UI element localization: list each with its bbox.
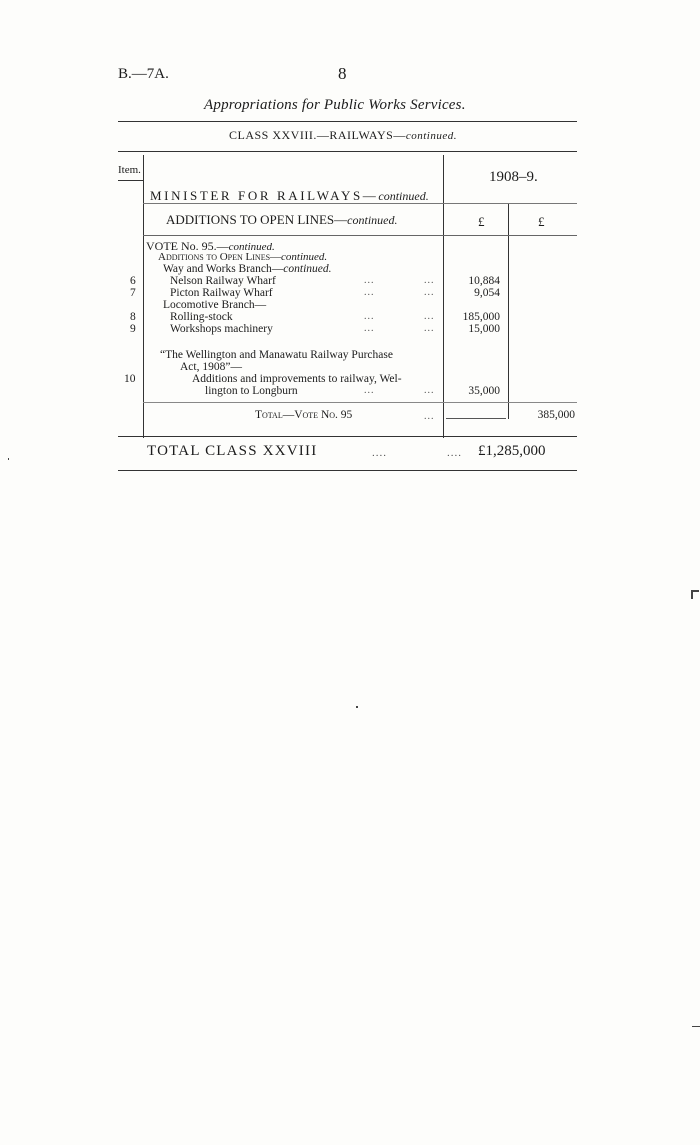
- year-header-rule: [443, 203, 577, 204]
- leader-dots: ...: [364, 275, 375, 286]
- total-vote-label-text: Total—Vote No. 95: [255, 409, 353, 421]
- row-label: lington to Longburn: [205, 385, 298, 397]
- leader-dots: ...: [364, 385, 375, 396]
- table-top-rule: [118, 151, 577, 152]
- currency-symbol: £: [478, 214, 485, 229]
- leader-dots: ...: [424, 411, 435, 422]
- item-column-divider: [143, 155, 144, 438]
- class-heading-continued: continued.: [405, 130, 457, 142]
- branch-heading-main: Way and Works Branch—: [163, 263, 284, 275]
- column-header-rule: [143, 235, 577, 236]
- vote-heading-main: VOTE No. 95.—: [146, 239, 229, 253]
- class-total-amount: £1,285,000: [478, 443, 546, 459]
- branch-heading: Locomotive Branch—: [163, 299, 267, 311]
- row-label: Rolling-stock: [170, 311, 233, 323]
- row-label: Nelson Railway Wharf: [170, 275, 276, 287]
- class-total-label: TOTAL CLASS XXVIII: [147, 443, 318, 459]
- total-vote-amount: 385,000: [537, 409, 575, 421]
- act-heading-line: Act, 1908”—: [180, 361, 242, 373]
- scan-mark: [356, 706, 358, 708]
- item-number: 6: [130, 275, 136, 287]
- leader-dots: ...: [424, 287, 435, 298]
- row-label: Workshops machinery: [170, 323, 273, 335]
- item-number: 7: [130, 287, 136, 299]
- section-heading-continued: continued.: [347, 213, 398, 227]
- item-number: 10: [124, 373, 136, 385]
- subheading-continued: continued.: [281, 251, 328, 263]
- row-amount: 10,884: [468, 275, 500, 287]
- subheading: [158, 251, 327, 263]
- leader-dots: ...: [424, 385, 435, 396]
- leader-dots: ....: [372, 447, 387, 459]
- page-reference: B.—7A.: [118, 66, 169, 82]
- row-amount: 9,054: [474, 287, 500, 299]
- footer-rule: [118, 470, 577, 471]
- row-amount: 185,000: [462, 311, 500, 323]
- year-column-header: 1908–9.: [489, 169, 538, 185]
- subtotal-rule: [446, 418, 506, 419]
- branch-heading-continued: continued.: [283, 263, 332, 275]
- total-vote-label: [255, 409, 352, 421]
- section-heading: [166, 212, 397, 228]
- row-label: Picton Railway Wharf: [170, 287, 273, 299]
- class-heading: [229, 128, 457, 143]
- class-heading-main: CLASS XXVIII.—RAILWAYS—: [229, 128, 406, 142]
- row-label: Additions and improvements to railway, Wel-: [192, 373, 402, 385]
- leader-dots: ...: [424, 275, 435, 286]
- page-number: 8: [338, 64, 347, 83]
- minister-heading-continued: continued.: [378, 189, 429, 203]
- item-number: 9: [130, 323, 136, 335]
- vote-heading-continued: continued.: [228, 241, 275, 253]
- leader-dots: ....: [447, 447, 462, 459]
- leader-dots: ...: [364, 311, 375, 322]
- leader-dots: ...: [424, 311, 435, 322]
- header-rule: [118, 121, 577, 122]
- minister-heading: [150, 188, 429, 204]
- table-bottom-rule: [118, 436, 577, 437]
- total-vote-rule: [143, 402, 577, 403]
- leader-dots: ...: [424, 323, 435, 334]
- minister-heading-main: MINISTER FOR RAILWAYS—: [150, 188, 379, 203]
- currency-symbol: £: [538, 214, 545, 229]
- item-header-rule: [118, 180, 143, 181]
- page-title: Appropriations for Public Works Services.: [204, 97, 466, 113]
- section-heading-main: ADDITIONS TO OPEN LINES—: [166, 212, 348, 227]
- act-heading-line: “The Wellington and Manawatu Railway Purchase: [160, 349, 393, 361]
- leader-dots: ...: [364, 323, 375, 334]
- item-number: 8: [130, 311, 136, 323]
- scan-mark: [8, 458, 9, 460]
- scan-mark: [692, 1026, 700, 1027]
- item-column-header: Item.: [118, 164, 141, 176]
- leader-dots: ...: [364, 287, 375, 298]
- branch-heading: [163, 263, 332, 275]
- row-amount: 15,000: [468, 323, 500, 335]
- row-amount: 35,000: [468, 385, 500, 397]
- scan-mark: [691, 591, 693, 599]
- subheading-main: Additions to Open Lines—: [158, 251, 282, 263]
